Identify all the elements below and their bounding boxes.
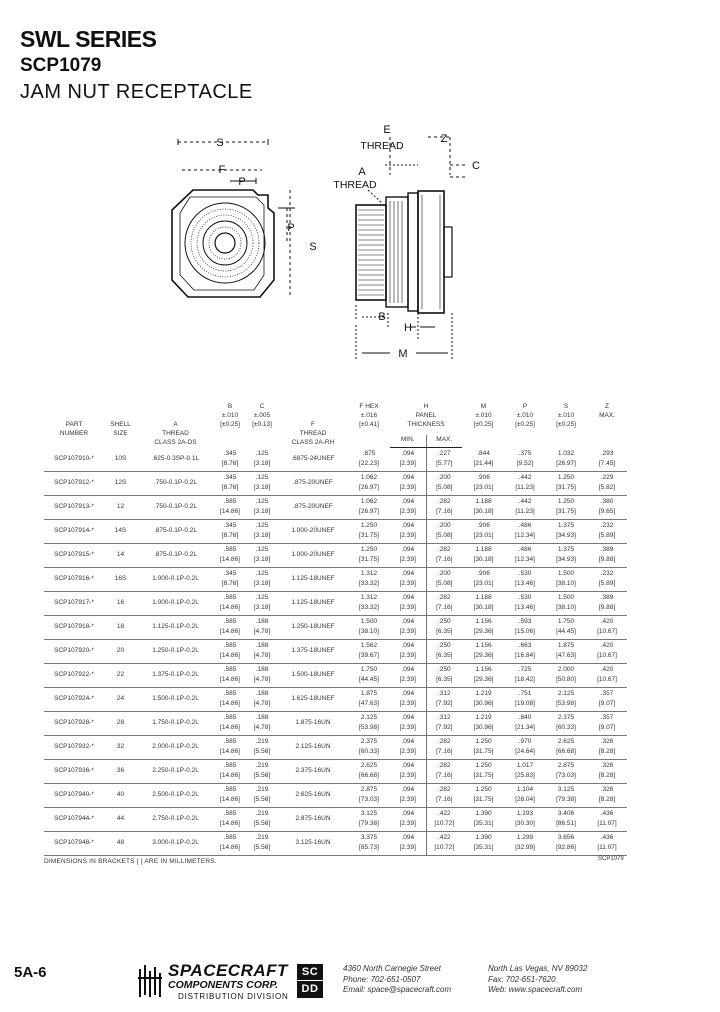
cell-hmin: .094 [2.39]: [390, 567, 426, 591]
cell-b: .585 [14.86]: [214, 807, 246, 831]
cell-part: SCP107910-*: [44, 447, 104, 471]
cell-part: SCP107917-*: [44, 591, 104, 615]
cell-hmin: .094 [2.39]: [390, 831, 426, 855]
cell-part: SCP107922-*: [44, 663, 104, 687]
cell-c: .125 [3.18]: [246, 447, 278, 471]
table-row: [44, 783, 627, 807]
cell-p: .486 [12.34]: [505, 543, 545, 567]
table-row: [44, 735, 627, 759]
cell-fhex: 1.250 [31.75]: [348, 543, 390, 567]
cell-hmax: .282 [7.16]: [426, 591, 462, 615]
cell-shell: 20: [104, 639, 137, 663]
cell-z: .326 [8.28]: [587, 735, 627, 759]
cell-shell: 36: [104, 759, 137, 783]
cell-f: .875-20UNEF: [278, 471, 348, 495]
cell-fhex: 1.062 [26.97]: [348, 471, 390, 495]
label-h: H: [404, 322, 412, 334]
cell-hmax: .282 [7.16]: [426, 735, 462, 759]
cell-b: .585 [14.86]: [214, 663, 246, 687]
cell-z: .232 [5.89]: [587, 567, 627, 591]
cell-z: .229 [5.82]: [587, 471, 627, 495]
cell-f: 1.000-20UNEF: [278, 519, 348, 543]
cell-hmin: .094 [2.39]: [390, 759, 426, 783]
cell-b: .585 [14.86]: [214, 543, 246, 567]
label-z: Z: [440, 133, 448, 145]
cell-s: 1.250 [31.75]: [545, 471, 587, 495]
table-row: [44, 615, 627, 639]
cell-hmax: .282 [7.16]: [426, 495, 462, 519]
cell-hmin: .094 [2.39]: [390, 687, 426, 711]
cell-c: .125 [3.18]: [246, 495, 278, 519]
col-shell-size: SHELL SIZE: [110, 421, 131, 437]
spec-table-body: [44, 447, 627, 855]
cell-b: .585 [14.86]: [214, 735, 246, 759]
table-row: [44, 663, 627, 687]
cell-s: 1.375 [34.93]: [545, 519, 587, 543]
description-title: JAM NUT RECEPTACLE: [20, 81, 253, 103]
cell-b: .345 [8.76]: [214, 447, 246, 471]
cell-s: 3.125 [79.38]: [545, 783, 587, 807]
label-thread-e: THREAD: [360, 140, 404, 152]
cell-s: 2.375 [60.33]: [545, 711, 587, 735]
cell-a: .875-0.1P-0.2L: [137, 519, 214, 543]
cell-a: .750-0.1P-0.2L: [137, 495, 214, 519]
spec-table-container: [44, 388, 627, 856]
cell-z: .420 [10.67]: [587, 615, 627, 639]
col-b: B ±.010 [±0.25]: [220, 403, 240, 428]
cell-a: 2.500-0.1P-0.2L: [137, 783, 214, 807]
table-row: [44, 711, 627, 735]
cell-part: SCP107936-*: [44, 759, 104, 783]
cell-part: SCP107913-*: [44, 495, 104, 519]
cell-c: .188 [4.78]: [246, 615, 278, 639]
cell-b: .585 [14.86]: [214, 831, 246, 855]
cell-z: .326 [8.28]: [587, 759, 627, 783]
table-row: [44, 519, 627, 543]
cell-shell: 32: [104, 735, 137, 759]
cell-b: .345 [8.76]: [214, 567, 246, 591]
cell-p: .751 [19.08]: [505, 687, 545, 711]
cell-a: .625-0.3SP-0.1L: [137, 447, 214, 471]
fax: Fax: 702-651-7620: [488, 974, 556, 984]
table-row: [44, 759, 627, 783]
cell-p: 1.299 [32.99]: [505, 831, 545, 855]
label-b: B: [378, 311, 386, 323]
cell-c: .188 [4.78]: [246, 687, 278, 711]
cell-s: 3.656 [92.86]: [545, 831, 587, 855]
cell-f: 1.375-18UNEF: [278, 639, 348, 663]
cell-fhex: 1.250 [31.75]: [348, 519, 390, 543]
label-thread-a: THREAD: [333, 179, 377, 191]
cell-a: .875-0.1P-0.2L: [137, 543, 214, 567]
col-part-number: PART NUMBER: [59, 421, 89, 437]
cell-shell: 28: [104, 711, 137, 735]
col-f: F THREAD CLASS 2A-RH: [291, 421, 335, 446]
cell-shell: 12S: [104, 471, 137, 495]
cell-fhex: 2.125 [53.98]: [348, 711, 390, 735]
cell-p: .530 [13.46]: [505, 591, 545, 615]
cell-f: 2.125-16UN: [278, 735, 348, 759]
cell-part: SCP107948-*: [44, 831, 104, 855]
cell-s: 3.406 [86.51]: [545, 807, 587, 831]
cell-m: 1.390 [35.31]: [462, 831, 505, 855]
col-h: H PANEL THICKNESS: [407, 403, 445, 428]
cell-shell: 12: [104, 495, 137, 519]
cell-m: 1.156 [29.36]: [462, 615, 505, 639]
cell-hmax: .282 [7.16]: [426, 759, 462, 783]
cell-f: 1.125-18UNEF: [278, 567, 348, 591]
cell-s: 1.500 [38.10]: [545, 591, 587, 615]
cell-fhex: 1.875 [47.63]: [348, 687, 390, 711]
cell-hmin: .094 [2.39]: [390, 591, 426, 615]
cell-part: SCP107914-*: [44, 519, 104, 543]
cell-shell: 24: [104, 687, 137, 711]
col-z: Z MAX.: [599, 403, 615, 419]
cell-p: .970 [24.64]: [505, 735, 545, 759]
cell-a: 1.125-0.1P-0.2L: [137, 615, 214, 639]
cell-shell: 48: [104, 831, 137, 855]
cell-hmax: .200 [5.08]: [426, 567, 462, 591]
cell-b: .585 [14.86]: [214, 615, 246, 639]
cell-p: .442 [11.23]: [505, 471, 545, 495]
label-a: A: [358, 166, 366, 178]
cell-hmin: .094 [2.39]: [390, 663, 426, 687]
cell-hmax: .312 [7.92]: [426, 687, 462, 711]
cell-f: 2.375-16UN: [278, 759, 348, 783]
cell-f: 1.875-16UN: [278, 711, 348, 735]
cell-fhex: 1.062 [26.97]: [348, 495, 390, 519]
cell-a: .750-0.1P-0.2L: [137, 471, 214, 495]
cell-s: 1.250 [31.75]: [545, 495, 587, 519]
cell-hmax: .282 [7.16]: [426, 543, 462, 567]
cell-s: 2.625 [66.68]: [545, 735, 587, 759]
cell-hmax: .227 [5.77]: [426, 447, 462, 471]
cell-hmax: .250 [6.35]: [426, 639, 462, 663]
cell-part: SCP107920-*: [44, 639, 104, 663]
label-f: F: [218, 164, 226, 176]
cell-c: .125 [3.18]: [246, 519, 278, 543]
col-p: P ±.010 [±0.25]: [515, 403, 535, 428]
cell-z: .380 [9.65]: [587, 495, 627, 519]
cell-z: .389 [9.88]: [587, 591, 627, 615]
cell-fhex: 3.125 [79.38]: [348, 807, 390, 831]
col-c: C ±.005 [±0.13]: [252, 403, 272, 428]
connector-drawing: [150, 115, 480, 370]
cell-hmin: .094 [2.39]: [390, 615, 426, 639]
cell-m: 1.250 [31.75]: [462, 735, 505, 759]
cell-m: .906 [23.01]: [462, 519, 505, 543]
cell-a: 3.000-0.1P-0.2L: [137, 831, 214, 855]
cell-part: SCP107916-*: [44, 567, 104, 591]
cell-a: 1.375-0.1P-0.2L: [137, 663, 214, 687]
cell-p: .486 [12.34]: [505, 519, 545, 543]
table-row: [44, 687, 627, 711]
cell-hmax: .200 [5.08]: [426, 471, 462, 495]
col-a: A THREAD CLASS 2A-DS: [154, 421, 197, 446]
cell-m: 1.156 [29.36]: [462, 639, 505, 663]
cell-p: 1.104 [28.04]: [505, 783, 545, 807]
cell-p: .375 [9.52]: [505, 447, 545, 471]
col-m: M ±.010 [±0.25]: [473, 403, 494, 428]
cell-a: 1.750-0.1P-0.2L: [137, 711, 214, 735]
cell-hmin: .094 [2.39]: [390, 495, 426, 519]
contact-right: [488, 964, 587, 996]
label-c: C: [472, 160, 480, 172]
email-link[interactable]: Email: space@spacecraft.com: [343, 985, 452, 994]
cell-z: .420 [10.67]: [587, 663, 627, 687]
cell-p: 1.017 [25.83]: [505, 759, 545, 783]
cell-f: 1.500-18UNEF: [278, 663, 348, 687]
series-title: SWL SERIES: [20, 26, 157, 52]
cell-z: .436 [11.07]: [587, 807, 627, 831]
cell-z: .389 [9.88]: [587, 543, 627, 567]
cell-c: .125 [3.18]: [246, 543, 278, 567]
cell-shell: 14S: [104, 519, 137, 543]
cell-m: 1.188 [30.18]: [462, 591, 505, 615]
company-subname: COMPONENTS CORP.: [168, 979, 279, 991]
cell-hmin: .094 [2.39]: [390, 807, 426, 831]
cell-hmax: .200 [5.08]: [426, 519, 462, 543]
col-f-hex: F HEX ±.016 [±0.41]: [359, 403, 379, 428]
cell-s: 1.032 [26.97]: [545, 447, 587, 471]
cell-c: .125 [3.18]: [246, 567, 278, 591]
cell-s: 2.125 [53.98]: [545, 687, 587, 711]
cell-fhex: 1.500 [38.10]: [348, 615, 390, 639]
col-s: S ±.010 [±0.25]: [556, 403, 576, 428]
cell-z: .326 [8.28]: [587, 783, 627, 807]
scdd-badge: SC DD: [297, 964, 323, 998]
cell-hmin: .094 [2.39]: [390, 543, 426, 567]
cell-b: .585 [14.86]: [214, 591, 246, 615]
cell-b: .585 [14.86]: [214, 711, 246, 735]
cell-c: .219 [5.56]: [246, 807, 278, 831]
cell-z: .232 [5.89]: [587, 519, 627, 543]
cell-shell: 14: [104, 543, 137, 567]
cell-a: 1.000-0.1P-0.2L: [137, 591, 214, 615]
cell-m: 1.219 [30.96]: [462, 687, 505, 711]
cell-fhex: 1.562 [39.67]: [348, 639, 390, 663]
cell-shell: 44: [104, 807, 137, 831]
cell-m: 1.219 [30.96]: [462, 711, 505, 735]
cell-fhex: 1.312 [33.32]: [348, 591, 390, 615]
side-view: [356, 137, 468, 360]
cell-hmin: .094 [2.39]: [390, 471, 426, 495]
cell-z: .436 [11.07]: [587, 831, 627, 855]
cell-fhex: 1.312 [33.32]: [348, 567, 390, 591]
table-row: [44, 543, 627, 567]
cell-b: .345 [8.76]: [214, 519, 246, 543]
part-code-note: SCP1079: [598, 856, 624, 862]
cell-a: 1.250-0.1P-0.2L: [137, 639, 214, 663]
cell-b: .345 [8.76]: [214, 471, 246, 495]
cell-part: SCP107918-*: [44, 615, 104, 639]
label-m: M: [398, 348, 408, 360]
cell-f: 1.250-18UNEF: [278, 615, 348, 639]
cell-s: 1.875 [47.63]: [545, 639, 587, 663]
cell-p: .442 [11.23]: [505, 495, 545, 519]
cell-hmax: .422 [10.72]: [426, 807, 462, 831]
cell-part: SCP107912-*: [44, 471, 104, 495]
cell-a: 2.000-0.1P-0.2L: [137, 735, 214, 759]
cell-shell: 18: [104, 615, 137, 639]
cell-f: 2.625-16UN: [278, 783, 348, 807]
cell-shell: 22: [104, 663, 137, 687]
cell-b: .585 [14.86]: [214, 687, 246, 711]
cell-fhex: 2.375 [60.33]: [348, 735, 390, 759]
cell-f: 1.625-18UNEF: [278, 687, 348, 711]
cell-z: .357 [9.07]: [587, 687, 627, 711]
cell-hmax: .282 [7.16]: [426, 783, 462, 807]
cell-hmin: .094 [2.39]: [390, 783, 426, 807]
phone: Phone: 702-651-0507: [343, 974, 421, 984]
cell-f: 3.125-16UN: [278, 831, 348, 855]
cell-c: .219 [5.56]: [246, 735, 278, 759]
table-row: [44, 639, 627, 663]
cell-fhex: 3.375 [85.73]: [348, 831, 390, 855]
cell-m: .906 [23.01]: [462, 567, 505, 591]
cell-f: 1.000-20UNEF: [278, 543, 348, 567]
cell-c: .219 [5.56]: [246, 783, 278, 807]
cell-s: 1.500 [38.10]: [545, 567, 587, 591]
cell-part: SCP107940-*: [44, 783, 104, 807]
cell-part: SCP107932-*: [44, 735, 104, 759]
cell-c: .219 [5.56]: [246, 831, 278, 855]
cell-p: .593 [15.06]: [505, 615, 545, 639]
cell-part: SCP107944-*: [44, 807, 104, 831]
cell-m: 1.250 [31.75]: [462, 783, 505, 807]
cell-hmax: .312 [7.92]: [426, 711, 462, 735]
cell-m: 1.188 [30.18]: [462, 495, 505, 519]
company-name: SPACECRAFT: [168, 961, 288, 980]
cell-c: .125 [3.18]: [246, 591, 278, 615]
spacecraft-logo-icon: [138, 963, 164, 997]
cell-c: .219 [5.56]: [246, 759, 278, 783]
cell-hmin: .094 [2.39]: [390, 639, 426, 663]
label-p-top: P: [238, 176, 246, 188]
cell-shell: 16: [104, 591, 137, 615]
contact-left: [343, 964, 451, 996]
cell-z: .357 [9.07]: [587, 711, 627, 735]
front-view: [172, 139, 295, 297]
cell-c: .188 [4.78]: [246, 711, 278, 735]
cell-hmin: .094 [2.39]: [390, 519, 426, 543]
col-h-min: MIN.: [390, 435, 426, 448]
label-s-top: S: [216, 137, 224, 149]
jam-nut: [386, 197, 408, 307]
cell-part: SCP107915-*: [44, 543, 104, 567]
barrel: [356, 205, 386, 300]
spec-table: [44, 388, 627, 856]
cell-s: 1.750 [44.45]: [545, 615, 587, 639]
cell-b: .585 [14.86]: [214, 759, 246, 783]
cell-f: 2.875-16UN: [278, 807, 348, 831]
cell-fhex: 2.625 [66.68]: [348, 759, 390, 783]
table-row: [44, 591, 627, 615]
label-s-side: S: [309, 241, 317, 253]
table-row: [44, 807, 627, 831]
page-number: 5A-6: [14, 964, 47, 981]
table-row: [44, 831, 627, 855]
web-link[interactable]: Web: www.spacecraft.com: [488, 985, 583, 994]
cell-a: 1.000-0.1P-0.2L: [137, 567, 214, 591]
cell-f: 1.125-18UNEF: [278, 591, 348, 615]
cell-z: .420 [10.67]: [587, 639, 627, 663]
cell-s: 1.375 [34.93]: [545, 543, 587, 567]
cell-c: .125 [3.18]: [246, 471, 278, 495]
cell-a: 1.500-0.1P-0.2L: [137, 687, 214, 711]
cell-m: 1.188 [30.18]: [462, 543, 505, 567]
cell-m: 1.390 [35.31]: [462, 807, 505, 831]
cell-c: .188 [4.78]: [246, 663, 278, 687]
cell-b: .585 [14.86]: [214, 783, 246, 807]
table-row: [44, 567, 627, 591]
label-e: E: [383, 124, 391, 136]
cell-b: .585 [14.86]: [214, 495, 246, 519]
table-row: [44, 447, 627, 471]
label-p-side: P: [287, 222, 295, 234]
company-division: DISTRIBUTION DIVISION: [178, 992, 289, 1001]
cell-hmin: .094 [2.39]: [390, 735, 426, 759]
cell-fhex: 1.750 [44.45]: [348, 663, 390, 687]
cell-z: .293 [7.45]: [587, 447, 627, 471]
cell-p: .663 [16.84]: [505, 639, 545, 663]
cell-m: .844 [21.44]: [462, 447, 505, 471]
cell-c: .188 [4.78]: [246, 639, 278, 663]
cell-hmax: .250 [6.35]: [426, 615, 462, 639]
cell-hmax: .250 [6.35]: [426, 663, 462, 687]
part-title: SCP1079: [20, 55, 102, 76]
cell-p: .725 [18.42]: [505, 663, 545, 687]
cell-hmax: .422 [10.72]: [426, 831, 462, 855]
cell-p: .840 [21.34]: [505, 711, 545, 735]
cell-hmin: .094 [2.39]: [390, 447, 426, 471]
cell-p: 1.193 [30.30]: [505, 807, 545, 831]
table-row: [44, 471, 627, 495]
cell-m: 1.156 [29.36]: [462, 663, 505, 687]
cell-p: .530 [13.46]: [505, 567, 545, 591]
cell-s: 2.000 [50.80]: [545, 663, 587, 687]
cell-shell: 16S: [104, 567, 137, 591]
cell-f: .875-20UNEF: [278, 495, 348, 519]
cell-shell: 10S: [104, 447, 137, 471]
cell-b: .585 [14.86]: [214, 639, 246, 663]
cell-fhex: 2.875 [73.03]: [348, 783, 390, 807]
cell-shell: 40: [104, 783, 137, 807]
cell-m: 1.250 [31.75]: [462, 759, 505, 783]
cell-f: .6875-24UNEF: [278, 447, 348, 471]
millimeter-footnote: DIMENSIONS IN BRACKETS [ ] ARE IN MILLIMETERS.: [44, 858, 217, 865]
table-row: [44, 495, 627, 519]
cell-part: SCP107928-*: [44, 711, 104, 735]
col-h-max: MAX.: [426, 435, 462, 448]
cell-m: .906 [23.01]: [462, 471, 505, 495]
cell-hmin: .094 [2.39]: [390, 711, 426, 735]
cell-part: SCP107924-*: [44, 687, 104, 711]
cell-s: 2.875 [73.03]: [545, 759, 587, 783]
cell-a: 2.750-0.1P-0.2L: [137, 807, 214, 831]
city: North Las Vegas, NV 89032: [488, 964, 588, 973]
cell-fhex: .875 [22.23]: [348, 447, 390, 471]
address: 4360 North Carnegie Street: [343, 964, 441, 973]
cell-a: 2.250-0.1P-0.2L: [137, 759, 214, 783]
